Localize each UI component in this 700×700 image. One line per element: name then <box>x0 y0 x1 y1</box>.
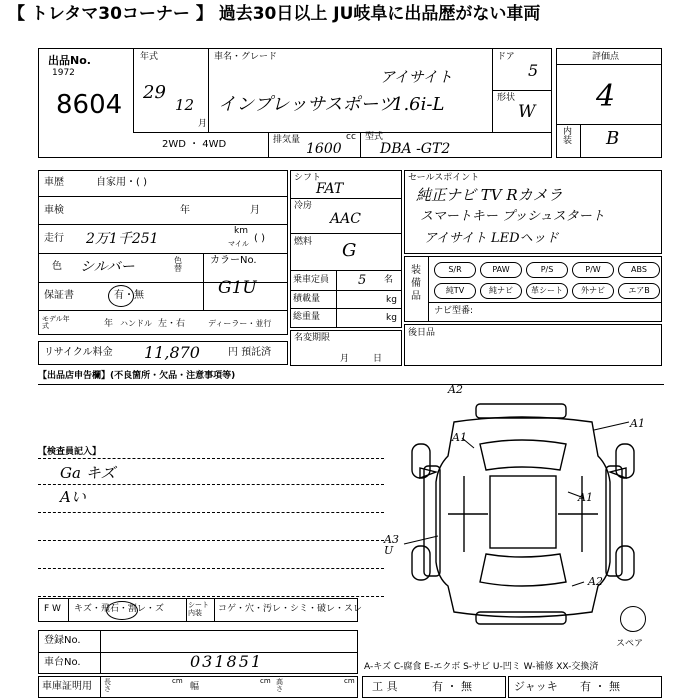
wheel-front-right <box>616 444 634 478</box>
warranty-options: 有・無 <box>114 290 144 301</box>
later-label: 後日品 <box>408 328 436 338</box>
equipment-row-1-item: P/W <box>572 262 614 278</box>
eyesight-text: アイサイト <box>380 68 453 86</box>
shape-label: 形状 <box>497 93 516 103</box>
sales-line-2: スマートキー プッシュスタート <box>420 209 605 224</box>
sales-label: セールスポイント <box>408 173 480 183</box>
equipment-row-1-item: P/S <box>526 262 568 278</box>
banner-title: 【 トレタマ30コーナー 】 過去30日以上 JU岐阜に出品歴がない車両 <box>8 4 541 24</box>
color-change-label: 色替 <box>174 256 182 273</box>
warranty-label: 保証書 <box>44 290 74 301</box>
seller-report-label: 【出品店申告欄】(不良箇所・欠品・注意事項等) <box>38 371 236 381</box>
history-label: 車歴 <box>44 177 64 188</box>
model-value: DBA -GT2 <box>380 141 451 157</box>
mileage-unit-mile: マイル <box>228 240 249 248</box>
damage-mark-1: A2 <box>448 383 463 396</box>
model-year-unit: 年 <box>104 319 114 329</box>
handle-label: ハンドル <box>120 319 152 328</box>
load-label: 積載量 <box>293 294 321 304</box>
year-label: 年式 <box>140 52 159 62</box>
seat-options: コゲ・穴・汚レ・シミ・破レ・スレ <box>218 604 363 614</box>
sales-line-1: 純正ナビ TV Rカメラ <box>416 186 563 204</box>
inspector-note-1: Ga キズ <box>60 464 116 482</box>
seat-label: シート内装 <box>188 601 209 617</box>
color-label: 色 <box>52 261 62 272</box>
damage-mark-4: A1 <box>578 491 593 504</box>
year-value: 29 <box>143 82 166 103</box>
wheel-front-left <box>412 444 430 478</box>
equipment-row-1-item: PAW <box>480 262 522 278</box>
change-label: 名変期限 <box>294 333 331 343</box>
handle-options: 左・右 <box>158 319 186 329</box>
change-unit: 月日 <box>340 354 407 364</box>
damage-mark-5: A3 U <box>384 533 399 557</box>
inspection-label: 車検 <box>44 205 64 216</box>
equipment-row-1-item: ABS <box>618 262 660 278</box>
height-label: 高さ <box>276 678 283 693</box>
history-value: 自家用・( ) <box>96 177 147 188</box>
drive-label: 2WD ・ 4WD <box>162 139 227 150</box>
mileage-value: 2万1千251 <box>86 231 159 247</box>
garage-cert-label: 車庫証明用 <box>42 681 92 692</box>
recycle-unit: 円 預託済 <box>228 347 272 358</box>
inspection-month: 月 <box>250 205 260 216</box>
capacity-unit: 名 <box>384 275 394 285</box>
model-label: 型式 <box>365 132 384 142</box>
displacement-label: 排気量 <box>273 135 301 145</box>
later-items-box <box>404 324 662 366</box>
length-unit: cm <box>172 677 183 685</box>
color-value: シルバー <box>80 259 135 275</box>
gross-unit: kg <box>386 313 397 323</box>
fw-chip-circle <box>106 601 138 620</box>
tools-options: 有 ・ 無 <box>432 680 472 693</box>
fw-label: F W <box>44 604 61 614</box>
damage-mark-2: A1 <box>452 431 467 444</box>
damage-legend: A-キズ C-腐食 E-エクボ S-サビ U-凹ミ W-補修 XX-交換済 <box>364 662 599 672</box>
rear-bumper <box>476 612 566 624</box>
sales-line-3: アイサイト LEDヘッド <box>424 231 559 246</box>
inspector-note-2: Aい <box>60 488 86 506</box>
inspector-label: 【検査員記入】 <box>38 447 102 457</box>
score-label: 評価点 <box>592 52 620 62</box>
shift-label: シフト <box>294 173 322 183</box>
fuel-value: G <box>342 240 357 261</box>
name-label: 車名・グレード <box>214 52 278 62</box>
color-code-value: G1U <box>218 278 257 298</box>
lot-year: 1972 <box>52 68 75 78</box>
capacity-value: 5 <box>358 273 367 288</box>
wheel-rear-left <box>412 546 430 580</box>
displacement-unit: cc <box>346 132 356 142</box>
ac-value: AAC <box>330 211 361 227</box>
warranty-yes-circle <box>108 285 134 307</box>
recycle-value: 11,870 <box>144 343 200 362</box>
fuel-label: 燃料 <box>294 237 313 247</box>
ac-label: 冷房 <box>294 201 313 211</box>
mileage-paren: ( ) <box>254 233 265 244</box>
displacement-value: 1600 <box>306 141 342 157</box>
spare-tire-icon <box>620 606 646 632</box>
mileage-label: 走行 <box>44 233 64 244</box>
damage-mark-3: A1 <box>630 417 645 430</box>
door-label: ドア <box>497 52 515 62</box>
navi-model-label: ナビ型番: <box>434 306 474 316</box>
damage-mark-6: A2 <box>588 575 603 588</box>
equipment-row-2-item: 純ナビ <box>480 283 522 299</box>
spare-label: スペア <box>616 639 644 649</box>
wheel-rear-right <box>616 546 634 580</box>
load-unit: kg <box>386 295 397 305</box>
score-value: 4 <box>596 79 616 114</box>
chassis-value: 031851 <box>190 652 264 671</box>
equipment-row-2-item: 純TV <box>434 283 476 299</box>
chassis-label: 車台No. <box>44 657 81 668</box>
width-label: 幅 <box>190 682 200 692</box>
month-unit: 月 <box>198 119 208 129</box>
registration-label: 登録No. <box>44 635 81 646</box>
lot-label: 出品No. <box>48 54 91 67</box>
month-value: 12 <box>175 96 195 114</box>
equipment-row-2-item: 外ナビ <box>572 283 614 299</box>
interior-label: 内装 <box>563 127 573 146</box>
equipment-row-1-item: S/R <box>434 262 476 278</box>
gross-label: 総重量 <box>293 312 321 322</box>
fw-options: キズ・飛石・割レ・ズ <box>74 604 164 614</box>
length-label: 長さ <box>104 678 111 693</box>
height-unit: cm <box>344 677 355 685</box>
width-unit: cm <box>260 677 271 685</box>
door-value: 5 <box>528 61 539 80</box>
shift-value: FAT <box>316 181 344 197</box>
car-name: インプレッサスポーツ <box>218 94 396 115</box>
equipment-row-2-item: エアB <box>618 283 660 299</box>
jack-options: 有 ・ 無 <box>580 680 620 693</box>
model-year-label: モデル年式 <box>42 315 70 330</box>
capacity-label: 乗車定員 <box>293 275 330 285</box>
body-outline <box>436 417 610 617</box>
dealer-label: ディーラー・並行 <box>208 319 272 328</box>
recycle-label: リサイクル料金 <box>44 347 113 358</box>
equipment-label: 装備品 <box>411 265 421 302</box>
car-diagram <box>384 383 664 626</box>
lot-number: 8604 <box>56 90 123 120</box>
inspection-year: 年 <box>180 205 190 216</box>
grade-value: 1.6i-L <box>392 94 445 115</box>
color-code-label: カラーNo. <box>210 255 257 266</box>
shape-value: W <box>518 102 536 122</box>
interior-value: B <box>606 128 620 149</box>
jack-label: ジャッキ <box>514 680 558 693</box>
front-bumper <box>476 404 566 418</box>
tools-label: 工 具 <box>372 680 398 693</box>
equipment-row-2-item: 革シート <box>526 283 568 299</box>
mileage-unit-km: km <box>234 226 248 236</box>
